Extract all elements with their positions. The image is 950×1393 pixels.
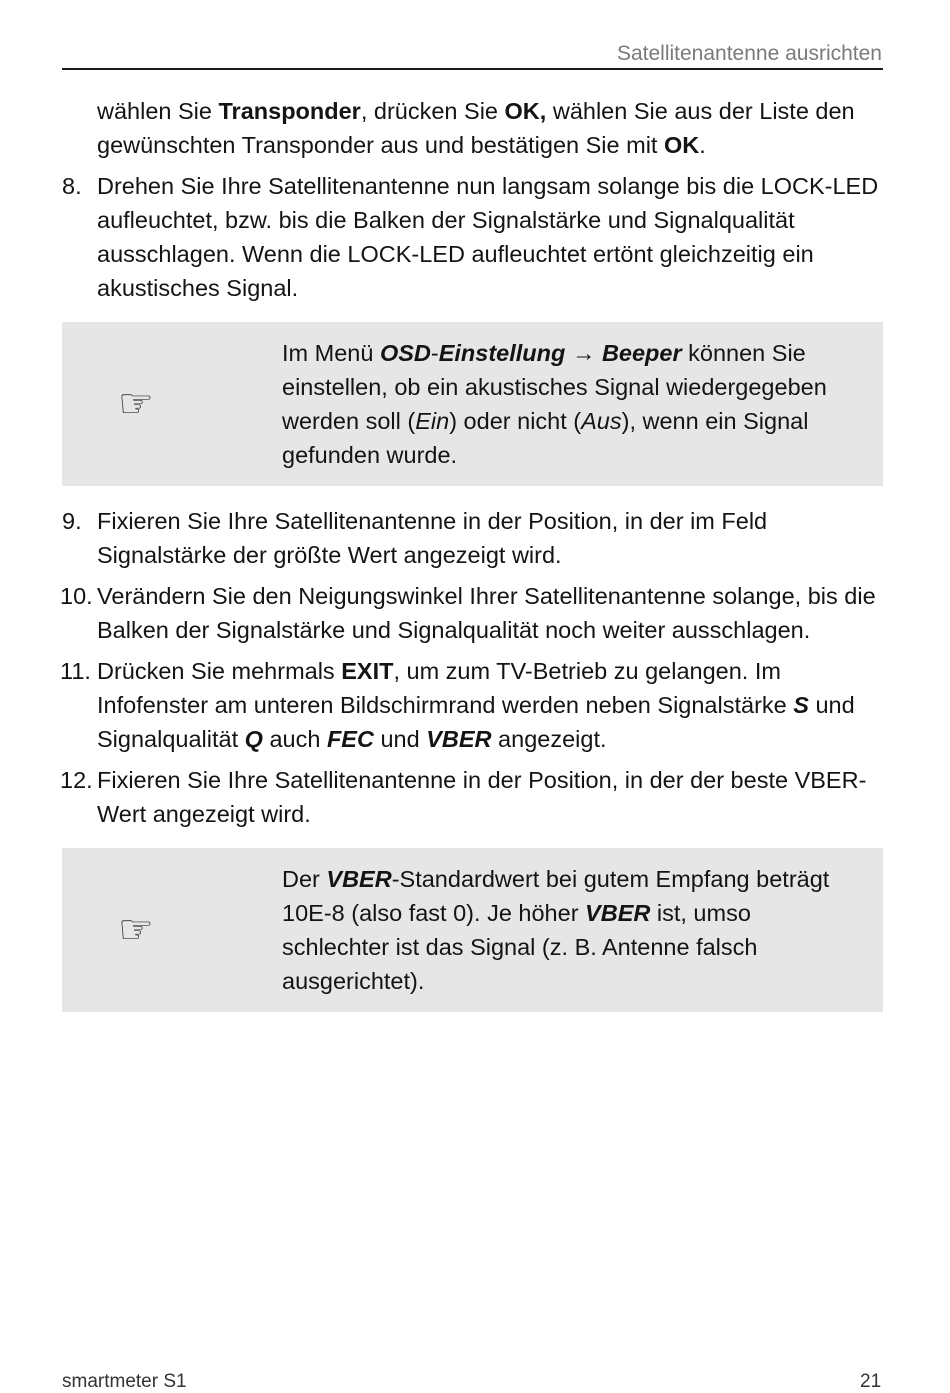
page-header [62,42,883,70]
step-12 [62,763,883,831]
step-text: Drücken Sie mehrmals EXIT, um zum TV-Betrieb zu gelangen. Im Infofenster am unteren Bildschirmrand werden neben Signalstärke S und Signalqualität Q auch FEC und VBER angezeigt. [97,658,855,752]
note-box [62,322,883,486]
step-10 [62,579,883,647]
step-number: 12. [60,767,93,793]
step-text: Drehen Sie Ihre Satellitenantenne nun langsam solange bis die LOCK-LED aufleuchtet, bzw. bis die Balken der Signalstärke und Signalqualität ausschlagen. Wenn die LOCK-LED aufleuchtet ertönt gleichzeitig ein akustisches Signal. [97,173,879,301]
page-content [62,94,883,1012]
step-number: 10. [60,583,93,609]
step-8 [62,169,883,305]
step-9 [62,504,883,572]
step-text: Fixieren Sie Ihre Satellitenantenne in der Position, in der im Feld Signalstärke der größte Wert angezeigt wird. [97,508,768,568]
step-text: Fixieren Sie Ihre Satellitenantenne in der Position, in der der beste VBER-Wert angezeigt wird. [97,767,867,827]
step-11 [62,654,883,756]
step-number: 8. [62,173,82,199]
footer-product-name: smartmeter S1 [62,1371,187,1392]
note-text: Im Menü OSD-Einstellung → Beeper können Sie einstellen, ob ein akustisches Signal wiedergegeben werden soll (Ein) oder nicht (Aus), wenn ein Signal gefunden wurde. [282,340,827,468]
note-text: Der VBER-Standardwert bei gutem Empfang beträgt 10E-8 (also fast 0). Je höher VBER ist, umso schlechter ist das Signal (z. B. Antenne falsch ausgerichtet). [282,866,830,994]
note-box [62,848,883,1012]
step-text: Verändern Sie den Neigungswinkel Ihrer Satellitenantenne solange, bis die Balken der Signalstärke und Signalqualität noch weiter ausschlagen. [97,583,876,643]
header-title: Satellitenantenne ausrichten [616,42,882,65]
page-number: 21 [860,1371,882,1392]
pointing-hand-icon: ☞ [118,382,154,426]
pointing-hand-icon: ☞ [118,908,154,952]
step-number: 9. [62,508,82,534]
step-number: 11. [60,658,91,684]
intro-paragraph: wählen Sie Transponder, drücken Sie OK, wählen Sie aus der Liste den gewünschten Transponder aus und bestätigen Sie mit OK. [97,98,855,158]
